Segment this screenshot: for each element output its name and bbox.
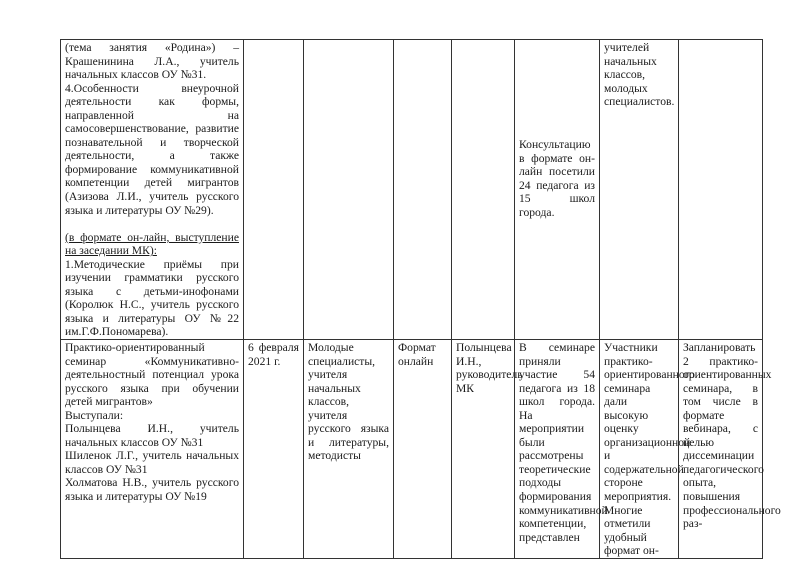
speakers-label: Выступали: [65, 408, 124, 422]
responsible-cell: Полынцева И.Н., руководитель МК [452, 339, 515, 558]
online-heading: (в формате он-лайн, выступление на заседании МК): [65, 230, 239, 258]
feedback-cell: учителей начальных классов, молодых специалистов. [600, 40, 679, 340]
audience-cell: Молодые специалисты, учителя начальных классов, учителя русского языка и литературы, методисты [304, 339, 394, 558]
speaker: Холматова Н.В., учитель русского языка и литературы ОУ №19 [65, 476, 239, 503]
event-text: (тема занятия «Родина») – Крашенинина Л.А., учитель начальных классов ОУ №31. [65, 41, 239, 82]
activities-table [60, 39, 781, 559]
results-text: Консультацию в формате он-лайн посетили 24 педагога из 15 школ города. [519, 138, 595, 219]
plans-cell [679, 40, 763, 340]
event-text: 4.Особенности внеурочной деятельности как формы, направленной на самосовершенствование, развитие познавательной и творческой деятельности, а также формирование коммуникативной компетенции детей мигрантов (Азизова Л.И., учитель русского языка и литературы ОУ №29). [65, 81, 239, 217]
results-cell: В семинаре приняли участие 54 педагога из 18 школ города. На мероприятии были рассмотрены теоретические подходы формирования коммуникативной компетенции, представлен [515, 339, 600, 558]
table-row [61, 339, 763, 558]
date-cell [244, 40, 304, 340]
speaker: Полынцева И.Н., учитель начальных классов ОУ №31 [65, 422, 239, 449]
results-cell [515, 40, 600, 340]
plans-cell: Запланировать 2 практико-ориентированных семинара, в том числе в формате вебинара, с целью диссеминации педагогического опыта, повышения профессионального раз- [679, 339, 763, 558]
audience-cell [304, 40, 394, 340]
format-cell: Формат онлайн [394, 339, 452, 558]
event-cell [61, 339, 244, 558]
online-item: 1.Методические приёмы при изучении грамматики русского языка с детьми-инофонами (Королюк Н.С., учитель русского языка и литературы ОУ №22 им.Г.Ф.Пономарева). [65, 257, 239, 339]
event-cell [61, 40, 244, 340]
format-cell [394, 40, 452, 340]
feedback-cell: Участники практико-ориентированного семинара дали высокую оценку организационной и содержательной стороне мероприятия. Многие отметили удобный формат он- [600, 339, 679, 558]
date-cell: 6 февраля 2021 г. [244, 339, 304, 558]
responsible-cell [452, 40, 515, 340]
table-row [61, 40, 763, 340]
speaker: Шиленок Л.Г., учитель начальных классов ОУ №31 [65, 449, 239, 476]
seminar-title: Практико-ориентированный семинар «Коммуникативно-деятельностный потенциал урока русского языка при обучении детей мигрантов» [65, 340, 239, 409]
